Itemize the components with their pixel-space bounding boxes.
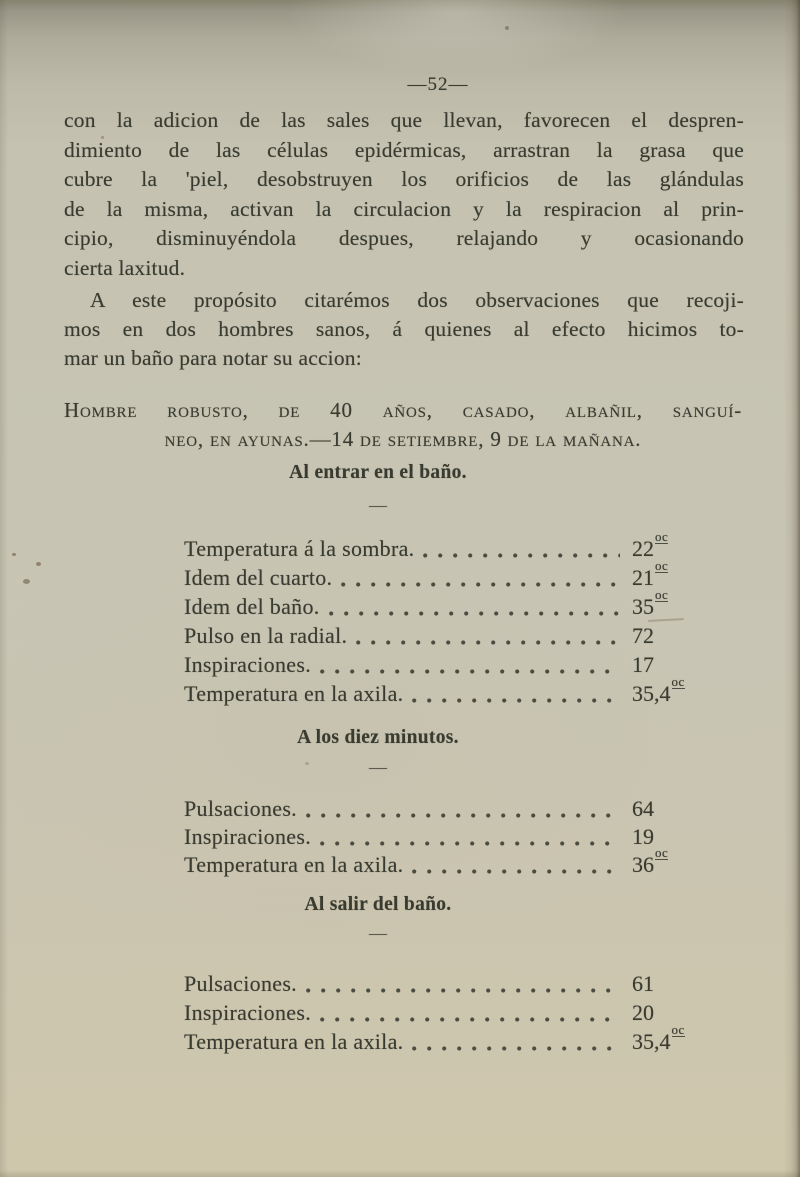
foxing-speck: [23, 579, 30, 584]
row-label: Inspiraciones.: [184, 824, 311, 849]
section-divider: —: [369, 757, 387, 777]
measurement-table-entrar: [184, 528, 718, 708]
row-value: [632, 528, 718, 563]
section-title-diez-minutos: A los diez minutos.: [297, 727, 459, 748]
text-line: con la adicion de las sales que llevan, favorecen el despren-: [64, 108, 744, 132]
value-unit: oc: [671, 1021, 685, 1037]
text-line: cipio, disminuyéndola despues, relajando y ocasionando: [64, 226, 744, 250]
dot-leader: [320, 668, 620, 675]
text-line: mos en dos hombres sanos, á quienes al efecto hicimos to-: [64, 317, 744, 341]
measurement-row: [184, 528, 718, 563]
row-value: [632, 844, 718, 879]
dot-leader: [341, 581, 620, 588]
foxing-speck: [12, 553, 16, 556]
row-value: [632, 969, 718, 998]
value-number: 35,4: [632, 1029, 671, 1054]
text-line: de la misma, activan la circulacion y la respiracion al prin-: [64, 196, 744, 221]
value-number: 35,4: [632, 681, 671, 706]
measurement-row: [184, 673, 718, 708]
measurement-row: [184, 621, 718, 650]
text-line: mar un baño para notar su accion:: [64, 346, 362, 370]
observation-heading-line: Hombre robusto, de 40 años, casado, albañil, sanguí-: [64, 398, 742, 422]
value-number: 64: [632, 796, 654, 821]
value-number: 36: [632, 852, 654, 877]
row-label: Idem del baño.: [184, 594, 320, 619]
value-unit: oc: [655, 844, 669, 860]
value-number: 61: [632, 971, 654, 996]
row-value: [632, 795, 718, 823]
measurement-table-salir: [184, 969, 718, 1056]
row-label: Idem del cuarto.: [184, 565, 333, 590]
paragraph-1: [64, 106, 744, 283]
section-divider: —: [369, 923, 387, 943]
measurement-row: [184, 823, 718, 851]
measurement-row: [184, 795, 718, 823]
value-unit: oc: [655, 557, 669, 573]
dot-leader: [329, 610, 620, 617]
dot-leader: [412, 868, 620, 875]
row-label: Pulsaciones.: [184, 971, 297, 996]
value-number: 17: [632, 652, 654, 677]
foxing-speck: [505, 26, 509, 30]
measurement-row: [184, 844, 718, 879]
scan-edge-right: [784, 0, 800, 1177]
value-unit: oc: [655, 528, 669, 544]
dot-leader: [423, 552, 620, 559]
value-number: 19: [632, 824, 654, 849]
observation-heading: [64, 396, 742, 454]
text-line: cubre la 'piel, desobstruyen los orificios de las glándulas: [64, 167, 744, 191]
row-label: Temperatura en la axila.: [184, 1029, 404, 1054]
section-divider: —: [369, 495, 387, 515]
row-value: [632, 557, 718, 592]
dot-leader: [356, 639, 620, 646]
value-unit: oc: [671, 673, 685, 689]
foxing-speck: [36, 562, 41, 566]
section-title-entrar: Al entrar en el baño.: [289, 462, 467, 483]
measurement-row: [184, 650, 718, 679]
observation-heading-line: neo, en ayunas.—14 de setiembre, 9 de la mañana.: [164, 427, 642, 451]
dot-leader: [412, 1045, 620, 1052]
row-value: [632, 823, 718, 851]
dot-leader: [320, 1016, 620, 1023]
value-number: 21: [632, 565, 654, 590]
value-unit: oc: [655, 586, 669, 602]
section-title-salir: Al salir del baño.: [304, 894, 452, 915]
text-line: cierta laxitud.: [64, 255, 186, 280]
row-label: Temperatura en la axila.: [184, 852, 404, 877]
value-number: 35: [632, 594, 654, 619]
value-number: 20: [632, 1000, 654, 1025]
measurement-row: [184, 557, 718, 592]
row-value: [632, 673, 718, 708]
scan-edge-bottom: [0, 1170, 800, 1177]
dot-leader: [412, 697, 620, 704]
value-number: 72: [632, 623, 654, 648]
text-line: dimiento de las células epidérmicas, arrastran la grasa que: [64, 137, 744, 162]
dot-leader: [306, 812, 620, 819]
row-value: [632, 621, 718, 650]
scan-edge-left: [0, 0, 8, 1177]
dot-leader: [306, 987, 620, 994]
row-label: Inspiraciones.: [184, 652, 311, 677]
value-number: 22: [632, 536, 654, 561]
row-value: [632, 1021, 718, 1056]
row-label: Temperatura á la sombra.: [184, 536, 415, 561]
text-line: A este propósito citarémos dos observaciones que recoji-: [90, 288, 744, 312]
measurement-row: [184, 969, 718, 998]
row-label: Pulso en la radial.: [184, 623, 348, 648]
measurement-row: [184, 586, 718, 621]
row-label: Inspiraciones.: [184, 1000, 311, 1025]
row-label: Pulsaciones.: [184, 796, 297, 821]
row-label: Temperatura en la axila.: [184, 681, 404, 706]
row-value: [632, 586, 718, 621]
measurement-row: [184, 1021, 718, 1056]
dot-leader: [320, 840, 620, 847]
measurement-row: [184, 998, 718, 1027]
paragraph-2: [64, 286, 744, 373]
page-number: —52—: [407, 74, 469, 95]
measurement-table-diez-minutos: [184, 795, 718, 879]
